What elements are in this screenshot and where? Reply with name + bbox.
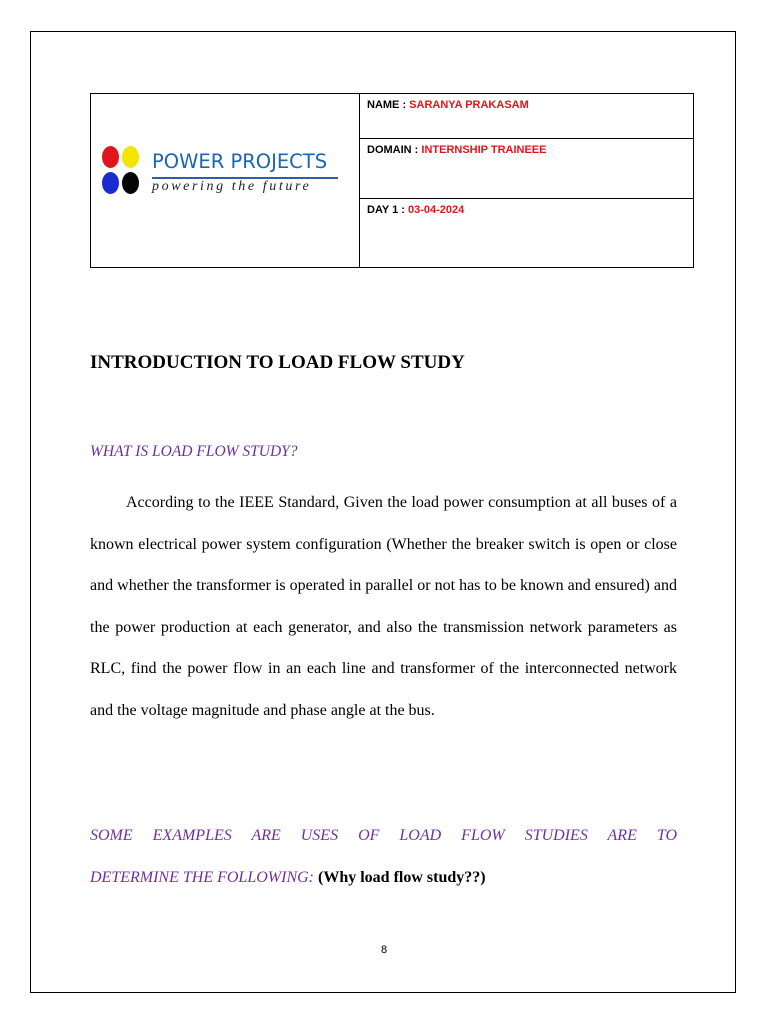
name-label: NAME : [367,99,410,111]
logo-dot-black [122,172,139,194]
domain-value: INTERNSHIP TRAINEEE [421,144,547,156]
logo-dot-red [102,146,119,168]
logo-title: POWER PROJECTS [152,150,328,173]
section-subheading: WHAT IS LOAD FLOW STUDY? [90,443,298,460]
domain-cell [360,139,694,199]
name-value: SARANYA PRAKASAM [409,99,529,111]
logo-dot-yellow [122,146,139,168]
power-projects-logo [102,146,342,204]
examples-line-1: SOME EXAMPLES ARE USES OF LOAD FLOW STUDIES ARE TO [90,827,677,844]
page-title: INTRODUCTION TO LOAD FLOW STUDY [90,352,465,373]
header-table [90,93,694,268]
day-label: DAY 1 : [367,204,408,216]
logo-cell [91,94,360,268]
examples-subheading [90,815,677,899]
day-cell [360,199,694,268]
page-number: 8 [380,944,388,956]
domain-label: DOMAIN : [367,144,422,156]
logo-tagline: powering the future [152,179,312,194]
logo-dot-blue [102,172,119,194]
name-cell [360,94,694,139]
examples-line-2 [90,869,486,886]
why-question: (Why load flow study??) [318,869,486,886]
examples-line-2-text: DETERMINE THE FOLLOWING: [90,869,314,886]
body-paragraph: According to the IEEE Standard, Given the load power consumption at all buses of a known electrical power system configuration (Whether the breaker switch is open or close and whether the transformer is operated in parallel or not has to be known and ensured) and the power production at each generator, and also the transmission network parameters as RLC, find the power flow in an each line and transformer of the interconnected network and the voltage magnitude and phase angle at the bus. [90,494,677,719]
day-value: 03-04-2024 [407,204,465,216]
